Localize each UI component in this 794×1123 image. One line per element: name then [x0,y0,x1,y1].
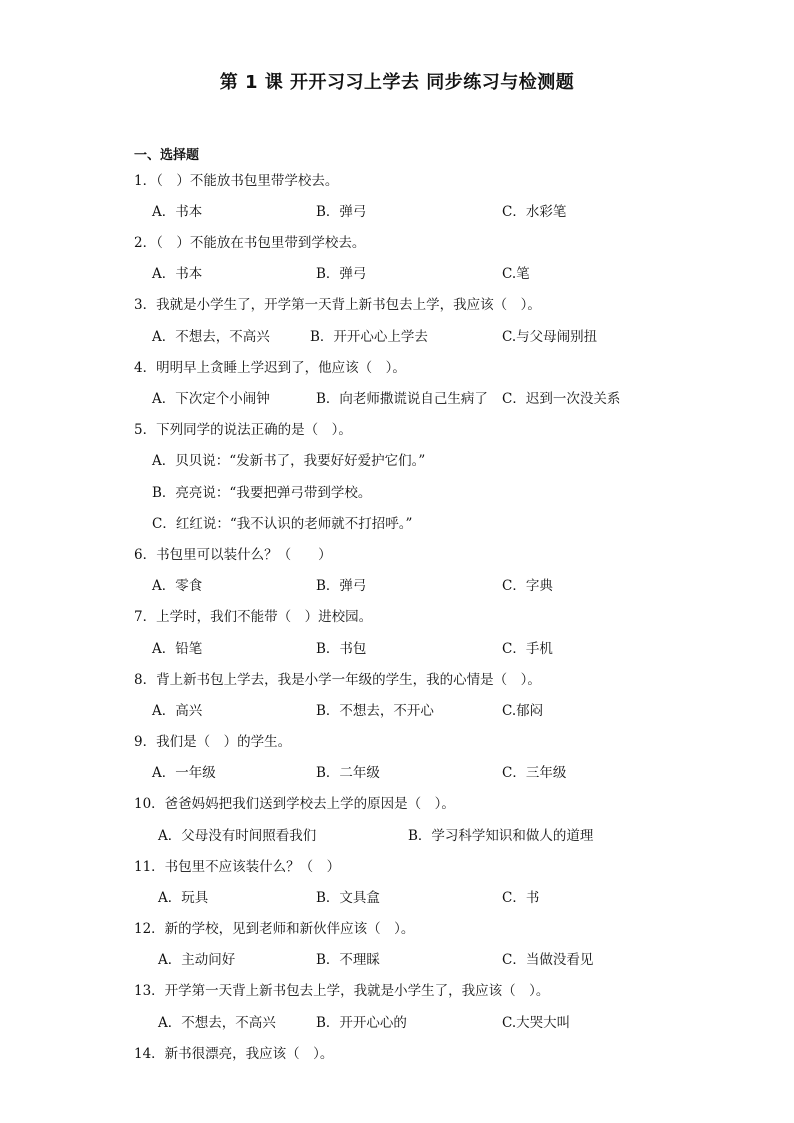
options-13 [158,1013,678,1033]
option-c[interactable]: C.大哭大叫 [502,1015,571,1031]
option-a[interactable]: A．主动问好 [158,952,236,968]
option-a[interactable]: A．下次定个小闹钟 [152,391,270,407]
options-7 [152,639,672,659]
option-a[interactable]: A．父母没有时间照看我们 [158,828,317,844]
options-9 [152,763,672,783]
option-b[interactable]: B．弹弓 [316,266,367,282]
question-10: 10．爸爸妈妈把我们送到学校去上学的原因是（ ）。 [134,796,455,812]
question-12: 12．新的学校，见到老师和新伙伴应该（ ）。 [134,921,415,937]
option-a[interactable]: A．书本 [152,266,203,282]
question-3: 3．我就是小学生了，开学第一天背上新书包去上学，我应该（ ）。 [134,297,541,313]
question-4: 4．明明早上贪睡上学迟到了，他应该（ ）。 [134,360,406,376]
options-6 [152,576,672,596]
question-5: 5．下列同学的说法正确的是（ ）。 [134,422,352,438]
option-c[interactable]: C.郁闷 [502,703,544,719]
option-a[interactable]: A．一年级 [152,765,216,781]
question-9: 9．我们是（ ）的学生。 [134,734,292,750]
options-11 [158,888,678,908]
option-a[interactable]: A．高兴 [152,703,203,719]
option-c[interactable]: C．书 [502,890,540,906]
options-10 [158,826,678,846]
question-1: 1．（ ）不能放书包里带学校去。 [134,173,339,189]
option-c[interactable]: C．字典 [502,578,553,594]
options-3 [152,327,672,347]
question-11: 11．书包里不应该装什么？（ ） [134,859,341,875]
option-a[interactable]: A．贝贝说：“发新书了，我要好好爱护它们。” [152,453,426,469]
question-7: 7．上学时，我们不能带（ ）进校园。 [134,609,373,625]
option-b[interactable]: B．亮亮说：“我要把弹弓带到学校。 [152,485,372,501]
option-a[interactable]: A．书本 [152,204,203,220]
option-b[interactable]: B．开开心心的 [316,1015,407,1031]
option-a[interactable]: A．铅笔 [152,641,203,657]
option-c[interactable]: C．当做没看见 [502,952,594,968]
option-c[interactable]: C．红红说：“我不认识的老师就不打招呼。” [152,516,413,532]
option-c[interactable]: C．水彩笔 [502,204,567,220]
options-8 [152,701,672,721]
option-c[interactable]: C.与父母闹别扭 [502,329,598,345]
option-b[interactable]: B．弹弓 [316,578,367,594]
option-b[interactable]: B．开开心心上学去 [310,329,428,345]
option-b[interactable]: B．弹弓 [316,204,367,220]
section-heading: 一、选择题 [134,148,200,163]
option-b[interactable]: B．书包 [316,641,367,657]
question-14: 14．新书很漂亮，我应该（ ）。 [134,1046,334,1062]
option-a[interactable]: A．玩具 [158,890,209,906]
option-c[interactable]: C．迟到一次没关系 [502,391,621,407]
option-b[interactable]: B．文具盒 [316,890,380,906]
question-8: 8．背上新书包上学去，我是小学一年级的学生，我的心情是（ ）。 [134,672,541,688]
option-b[interactable]: B．学习科学知识和做人的道理 [408,828,594,844]
option-b[interactable]: B．二年级 [316,765,380,781]
options-4 [152,389,672,409]
options-1 [152,202,672,222]
option-a[interactable]: A．零食 [152,578,203,594]
option-b[interactable]: B．不理睬 [316,952,380,968]
page-title: 第 1 课 开开习习上学去 同步练习与检测题 [219,72,575,93]
option-b[interactable]: B．向老师撒谎说自己生病了 [316,391,488,407]
question-2: 2．（ ）不能放在书包里带到学校去。 [134,235,366,251]
question-13: 13．开学第一天背上新书包去上学，我就是小学生了，我应该（ ）。 [134,983,550,999]
option-c[interactable]: C．三年级 [502,765,567,781]
option-a[interactable]: A．不想去，不高兴 [152,329,270,345]
option-b[interactable]: B．不想去，不开心 [316,703,434,719]
options-12 [158,950,678,970]
options-2 [152,264,672,284]
option-c[interactable]: C．手机 [502,641,553,657]
option-c[interactable]: C.笔 [502,266,530,282]
option-a[interactable]: A．不想去，不高兴 [158,1015,276,1031]
question-6: 6．书包里可以装什么？（ ） [134,547,332,563]
